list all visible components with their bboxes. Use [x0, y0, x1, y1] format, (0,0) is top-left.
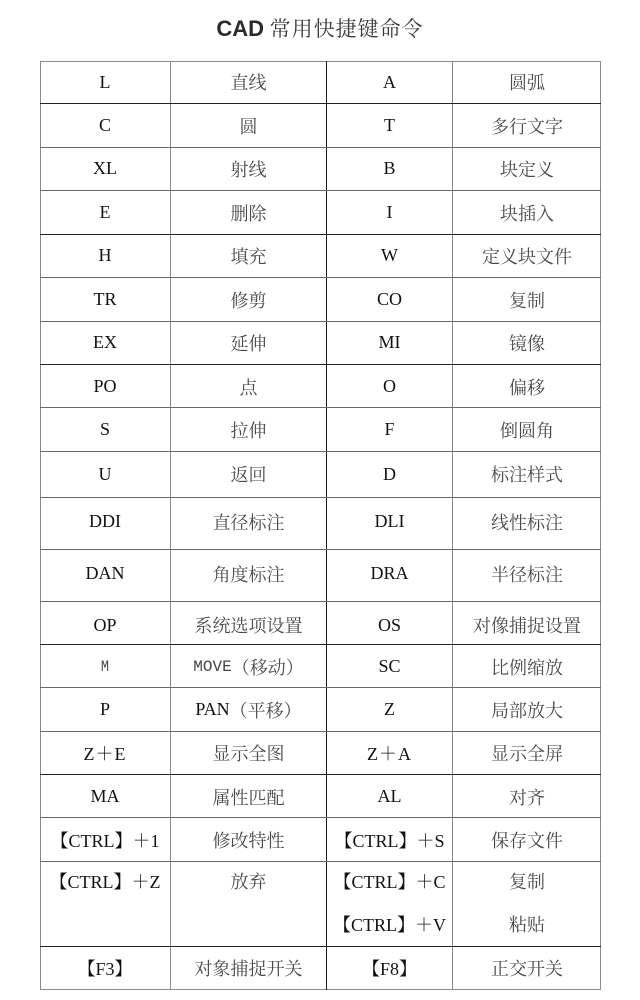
command-description: 直线: [230, 73, 267, 94]
shortcut-code: E: [99, 202, 111, 222]
shortcut-code: 【CTRL】＋Z: [49, 872, 161, 892]
command-description: 定义块文件: [482, 246, 572, 268]
shortcut-code: DAN: [85, 563, 125, 583]
shortcut-code: TR: [93, 289, 117, 309]
command-description: 拉伸: [230, 420, 267, 442]
shortcut-code: PO: [93, 376, 117, 396]
shortcut-code: B: [383, 158, 396, 178]
shortcut-code: W: [381, 245, 398, 265]
command-description: [171, 645, 326, 688]
command-description: 返回: [230, 465, 267, 486]
shortcut-code: SC: [378, 656, 401, 676]
shortcut-code: DDI: [89, 511, 121, 531]
command-chinese-name: （移动）: [231, 657, 304, 679]
command-description: 修改特性: [212, 830, 285, 852]
command-description: 显示全屏: [491, 743, 563, 765]
shortcut-code: D: [383, 463, 396, 484]
shortcut-code: 【CTRL】＋1: [50, 830, 160, 851]
shortcut-code: MA: [90, 786, 120, 806]
command-description: 多行文字: [491, 116, 563, 138]
command-description: 圆: [239, 116, 258, 138]
page-title: [0, 14, 640, 44]
shortcut-code: OP: [93, 614, 117, 635]
command-english-name: PAN: [195, 699, 230, 719]
command-description: 倒圆角: [500, 420, 554, 442]
command-description: 延伸: [230, 333, 267, 355]
command-description: 对像捕捉设置: [473, 616, 581, 637]
command-description: 修剪: [230, 290, 267, 312]
title-cad: CAD: [216, 16, 265, 41]
command-description: 对齐: [509, 787, 545, 809]
shortcut-code: A: [383, 71, 396, 92]
command-description: 点: [239, 377, 258, 399]
shortcut-code: Z: [384, 699, 395, 719]
shortcut-code: 【F8】: [361, 959, 417, 979]
command-description: 填充: [230, 246, 267, 268]
command-description: 比例缩放: [491, 657, 563, 679]
command-description: 半径标注: [491, 564, 563, 586]
shortcut-code: C: [98, 115, 111, 135]
command-description: 直径标注: [212, 512, 285, 534]
command-chinese-name: （平移）: [229, 700, 302, 722]
command-description: 显示全图: [212, 743, 285, 765]
command-description: 复制: [509, 871, 545, 893]
command-description: 放弃: [230, 872, 267, 893]
shortcut-code: DRA: [370, 563, 409, 583]
command-description: 复制: [509, 290, 545, 312]
command-description: 局部放大: [491, 700, 563, 722]
shortcut-code: 【CTRL】＋S: [334, 830, 445, 851]
command-description-group: [453, 861, 601, 946]
command-description: 镜像: [509, 333, 545, 355]
command-description: 块插入: [500, 203, 554, 225]
shortcut-code: H: [98, 245, 112, 265]
shortcut-code: Z＋A: [367, 743, 412, 764]
command-description: 圆弧: [509, 73, 545, 94]
command-description: 保存文件: [491, 830, 563, 852]
command-description: 正交开关: [491, 959, 563, 980]
shortcut-code: M: [100, 657, 110, 676]
shortcut-code: 【CTRL】＋C: [333, 871, 446, 892]
shortcut-code: I: [386, 202, 393, 222]
command-description: 粘贴: [509, 914, 545, 936]
shortcut-code: F: [384, 419, 395, 439]
shortcut-code: CO: [376, 289, 402, 309]
command-description: 对象捕捉开关: [194, 959, 303, 980]
shortcut-code: S: [99, 419, 110, 439]
title-subtitle: 常用快捷键命令: [269, 17, 424, 41]
command-description: 角度标注: [212, 564, 285, 586]
shortcut-code: 【F3】: [77, 959, 133, 979]
shortcut-code: EX: [93, 332, 117, 352]
command-english-name: MOVE: [193, 657, 232, 676]
shortcut-code: U: [98, 463, 112, 484]
shortcut-code: Z＋E: [83, 743, 127, 764]
command-description: 删除: [230, 203, 267, 225]
command-description: 射线: [230, 159, 267, 181]
shortcut-code: DLI: [374, 511, 405, 531]
command-description: 系统选项设置: [194, 616, 303, 637]
row-divider: [40, 601, 601, 602]
shortcut-code: XL: [93, 158, 117, 178]
shortcut-code-group: [327, 861, 452, 946]
shortcut-code: 【CTRL】＋V: [332, 914, 446, 935]
shortcut-code: MI: [378, 332, 401, 352]
shortcut-code: OS: [377, 614, 401, 635]
command-description: 线性标注: [491, 512, 563, 534]
command-description: 偏移: [509, 377, 545, 399]
command-description: 属性匹配: [212, 787, 285, 809]
command-description: 块定义: [500, 159, 554, 181]
command-description: [171, 688, 326, 731]
shortcut-code: L: [99, 71, 111, 92]
shortcut-code: P: [99, 699, 110, 719]
command-description: 标注样式: [491, 465, 563, 486]
shortcut-code: O: [383, 376, 396, 396]
shortcut-code: AL: [377, 786, 402, 806]
shortcut-code: T: [384, 115, 395, 135]
